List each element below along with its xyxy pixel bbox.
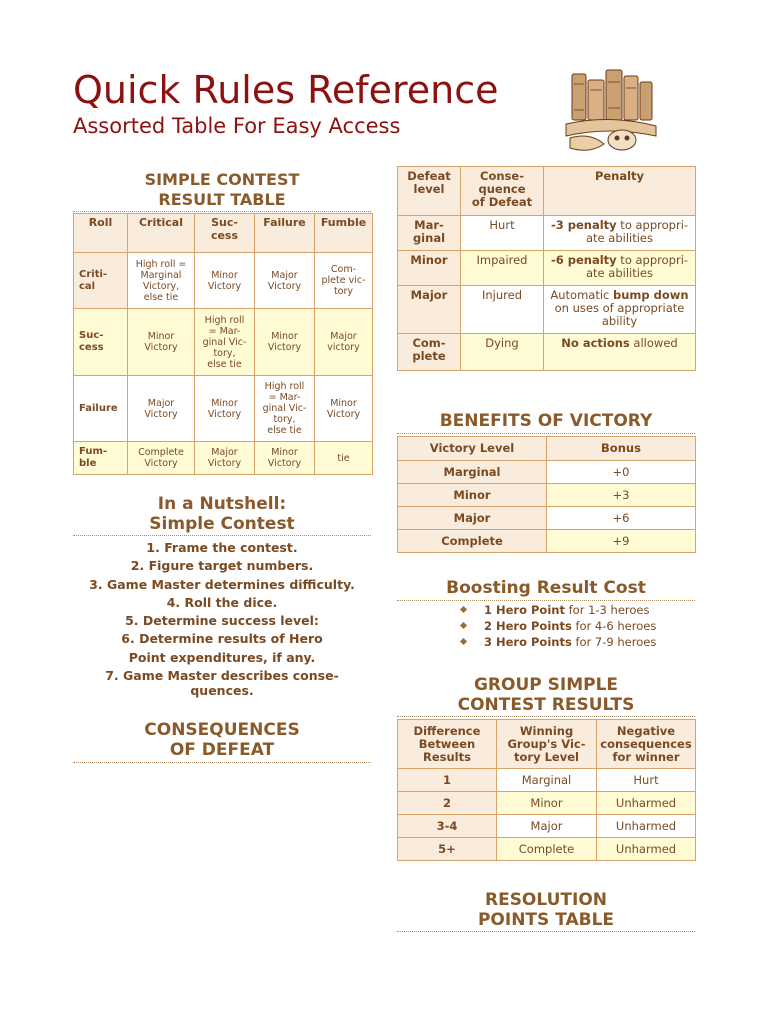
table-cell: Minor Victory: [315, 376, 373, 442]
list-item: [398, 634, 696, 650]
table-row: [74, 253, 373, 309]
penalty: [544, 251, 696, 286]
item-bold: 2 Hero Points: [484, 619, 572, 633]
divider: [397, 931, 695, 932]
victory-level: Marginal: [398, 461, 547, 484]
bonus: +9: [547, 530, 696, 553]
divider: [397, 716, 695, 717]
negative-consequence: Unharmed: [597, 838, 696, 861]
penalty-bold: -6 penalty: [550, 253, 617, 267]
resolution-heading: [397, 890, 695, 930]
column-header: Critical: [128, 214, 195, 253]
boosting-heading: Boosting Result Cost: [446, 578, 646, 598]
list-item: 4. Roll the dice.: [166, 594, 278, 610]
simple-contest-result-table: [73, 213, 373, 475]
group-contest-results-table: [397, 719, 696, 861]
list-item: quences.: [190, 683, 254, 699]
victory-level: Minor: [497, 792, 597, 815]
consequence: Dying: [461, 334, 544, 371]
books-scroll-skull-illustration: [560, 66, 660, 156]
divider: [73, 762, 371, 763]
penalty-rest: allowed: [629, 336, 678, 350]
penalty-rest: to appropri- ate abilities: [586, 218, 689, 245]
column-header: Bonus: [547, 437, 696, 461]
table-header-row: [398, 720, 696, 769]
table-row: [398, 815, 696, 838]
table-cell: tie: [315, 442, 373, 475]
group-heading: [397, 675, 695, 715]
benefits-of-victory-table: [397, 436, 696, 553]
simple-contest-heading: [73, 170, 371, 210]
list-item: [398, 618, 696, 634]
defeat-level: Minor: [398, 251, 461, 286]
table-header-row: [398, 167, 696, 216]
table-row: [74, 376, 373, 442]
bonus: +6: [547, 507, 696, 530]
divider: [397, 433, 695, 434]
consequences-heading: [73, 720, 371, 760]
item-rest: for 1-3 heroes: [564, 603, 650, 617]
victory-level: Complete: [497, 838, 597, 861]
table-row: [398, 484, 696, 507]
divider: [397, 600, 695, 601]
list-item: 3. Game Master determines difficulty.: [89, 576, 355, 592]
negative-consequence: Unharmed: [597, 792, 696, 815]
item-rest: for 7-9 heroes: [571, 635, 657, 649]
table-row: [398, 251, 696, 286]
row-label: Suc- cess: [74, 309, 128, 376]
table-cell: Minor Victory: [195, 376, 255, 442]
defeat-level: Com- plete: [398, 334, 461, 371]
table-row: [398, 507, 696, 530]
nutshell-heading-line2: Simple Contest: [149, 514, 295, 534]
column-header: Fumble: [315, 214, 373, 253]
table-row: [398, 461, 696, 484]
table-cell: Complete Victory: [128, 442, 195, 475]
column-header: Failure: [255, 214, 315, 253]
penalty-prefix: Automatic: [550, 288, 614, 302]
difference: 5+: [398, 838, 497, 861]
list-item: 2. Figure target numbers.: [130, 558, 314, 574]
penalty: [544, 286, 696, 334]
consequences-of-defeat-table: [397, 166, 696, 371]
list-item: 1. Frame the contest.: [146, 540, 298, 555]
diamond-bullet-icon: [460, 622, 467, 629]
row-label: Criti- cal: [74, 253, 128, 309]
table-cell: Minor Victory: [128, 309, 195, 376]
consequence: Hurt: [461, 216, 544, 251]
consequence: Injured: [461, 286, 544, 334]
list-item: 7. Game Master describes conse-: [105, 668, 339, 684]
consequences-heading-line2: OF DEFEAT: [169, 740, 275, 760]
column-header: Negative consequences for winner: [597, 720, 696, 769]
column-header: Defeat level: [398, 167, 461, 216]
column-header: Victory Level: [398, 437, 547, 461]
table-row: [398, 216, 696, 251]
table-cell: Major victory: [315, 309, 373, 376]
simple-contest-heading-line1: SIMPLE CONTEST: [144, 170, 300, 189]
table-row: [74, 442, 373, 475]
resolution-heading-line2: POINTS TABLE: [477, 910, 615, 930]
column-header: Winning Group's Vic- tory Level: [497, 720, 597, 769]
bonus: +3: [547, 484, 696, 507]
table-cell: Major Victory: [255, 253, 315, 309]
divider: [73, 211, 371, 212]
penalty-rest: on uses of appropriate ability: [554, 301, 685, 328]
row-label: Failure: [74, 376, 128, 442]
negative-consequence: Hurt: [597, 769, 696, 792]
table-cell: High roll = Marginal Victory, else tie: [128, 253, 195, 309]
table-row: [74, 309, 373, 376]
table-cell: Major Victory: [195, 442, 255, 475]
benefits-heading: BENEFITS OF VICTORY: [439, 411, 653, 431]
table-row: [398, 334, 696, 371]
penalty-bold: No actions: [561, 336, 630, 350]
nutshell-heading-line1: In a Nutshell:: [157, 494, 287, 514]
penalty-rest: to appropri- ate abilities: [586, 253, 689, 280]
row-label: Fum- ble: [74, 442, 128, 475]
defeat-level: Mar- ginal: [398, 216, 461, 251]
table-cell: Com- plete vic- tory: [315, 253, 373, 309]
table-row: [398, 792, 696, 815]
defeat-level: Major: [398, 286, 461, 334]
table-cell: Minor Victory: [255, 309, 315, 376]
diamond-bullet-icon: [460, 606, 467, 613]
column-header: Difference Between Results: [398, 720, 497, 769]
column-header: Conse- quence of Defeat: [461, 167, 544, 216]
page-subtitle: Assorted Table For Easy Access: [73, 114, 401, 138]
column-header: Roll: [74, 214, 128, 253]
table-cell: High roll = Mar- ginal Vic- tory, else tie: [255, 376, 315, 442]
column-header: Suc- cess: [195, 214, 255, 253]
table-header-row: [398, 437, 696, 461]
table-row: [398, 769, 696, 792]
group-heading-line2: CONTEST RESULTS: [457, 695, 635, 715]
table-row: [398, 838, 696, 861]
negative-consequence: Unharmed: [597, 815, 696, 838]
table-row: [398, 530, 696, 553]
table-cell: Major Victory: [128, 376, 195, 442]
penalty-bold: -3 penalty: [550, 218, 617, 232]
penalty: [544, 216, 696, 251]
table-cell: Minor Victory: [255, 442, 315, 475]
penalty: [544, 334, 696, 371]
page-title: Quick Rules Reference: [73, 68, 499, 112]
item-bold: 1 Hero Point: [484, 603, 565, 617]
table-cell: Minor Victory: [195, 253, 255, 309]
consequence: Impaired: [461, 251, 544, 286]
diamond-bullet-icon: [460, 638, 467, 645]
table-row: [398, 286, 696, 334]
victory-level: Major: [497, 815, 597, 838]
list-item: 6. Determine results of Hero: [121, 631, 323, 647]
resolution-heading-line1: RESOLUTION: [484, 890, 608, 910]
consequences-heading-line1: CONSEQUENCES: [144, 720, 300, 740]
list-item: Point expenditures, if any.: [128, 649, 316, 665]
divider: [73, 535, 371, 536]
penalty-bold: bump down: [613, 288, 689, 302]
victory-level: Marginal: [497, 769, 597, 792]
victory-level: Minor: [398, 484, 547, 507]
victory-level: Complete: [398, 530, 547, 553]
nutshell-heading: [73, 494, 371, 534]
difference: 1: [398, 769, 497, 792]
bonus: +0: [547, 461, 696, 484]
difference: 3-4: [398, 815, 497, 838]
boosting-list: [398, 602, 696, 650]
group-heading-line1: GROUP SIMPLE: [473, 675, 619, 695]
simple-contest-heading-line2: RESULT TABLE: [158, 190, 286, 209]
column-header: Penalty: [544, 167, 696, 216]
nutshell-steps: [73, 539, 371, 701]
difference: 2: [398, 792, 497, 815]
table-header-row: [74, 214, 373, 253]
item-rest: for 4-6 heroes: [571, 619, 657, 633]
item-bold: 3 Hero Points: [484, 635, 572, 649]
victory-level: Major: [398, 507, 547, 530]
list-item: 5. Determine success level:: [125, 613, 319, 629]
table-cell: High roll = Mar- ginal Vic- tory, else tie: [195, 309, 255, 376]
list-item: [398, 602, 696, 618]
